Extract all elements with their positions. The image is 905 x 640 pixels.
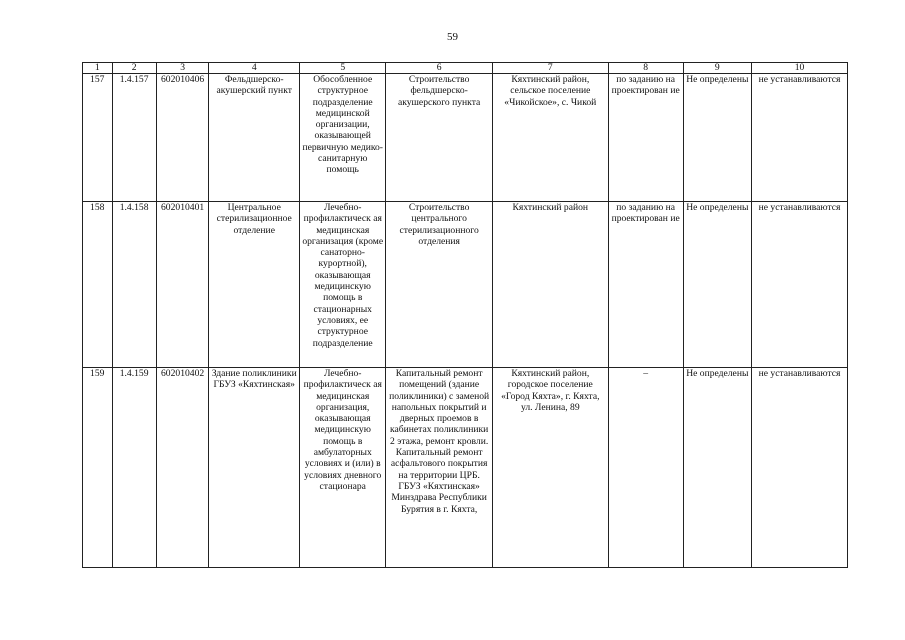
object-name: Фельдшерско-акушерский пункт bbox=[209, 74, 300, 202]
object-purpose: Строительство фельдшерско-акушерского пункта bbox=[386, 74, 492, 202]
object-zones: не устанавливаются bbox=[752, 368, 848, 568]
column-number: 2 bbox=[112, 63, 156, 74]
column-number: 1 bbox=[83, 63, 113, 74]
column-number: 9 bbox=[683, 63, 751, 74]
page-number: 59 bbox=[447, 31, 458, 43]
objects-table bbox=[82, 62, 848, 568]
object-location: Кяхтинский район, сельское поселение «Чикойское», с. Чикой bbox=[492, 74, 608, 202]
object-location: Кяхтинский район bbox=[492, 202, 608, 368]
row-code: 1.4.158 bbox=[112, 202, 156, 368]
object-zones: не устанавливаются bbox=[752, 202, 848, 368]
object-id: 602010401 bbox=[156, 202, 209, 368]
object-id: 602010406 bbox=[156, 74, 209, 202]
object-name: Центральное стерилизационное отделение bbox=[209, 202, 300, 368]
object-parameters: Не определены bbox=[683, 202, 751, 368]
object-name: Здание поликлиники ГБУЗ «Кяхтинская» bbox=[209, 368, 300, 568]
row-number: 157 bbox=[83, 74, 113, 202]
column-number: 10 bbox=[752, 63, 848, 74]
column-number: 8 bbox=[608, 63, 683, 74]
row-code: 1.4.159 bbox=[112, 368, 156, 568]
object-type: Лечебно-профилактическ ая медицинская организация, оказывающая медицинскую помощь в амбулаторных условиях и (или) в условиях дневного стационара bbox=[300, 368, 386, 568]
object-location: Кяхтинский район, городское поселение «Город Кяхта», г. Кяхта, ул. Ленина, 89 bbox=[492, 368, 608, 568]
column-number: 5 bbox=[300, 63, 386, 74]
row-number: 158 bbox=[83, 202, 113, 368]
row-number: 159 bbox=[83, 368, 113, 568]
object-parameters: Не определены bbox=[683, 74, 751, 202]
column-number-row bbox=[83, 63, 848, 74]
object-zones: не устанавливаются bbox=[752, 74, 848, 202]
table-row bbox=[83, 74, 848, 202]
object-term: по заданию на проектирован ие bbox=[608, 202, 683, 368]
object-parameters: Не определены bbox=[683, 368, 751, 568]
object-type: Обособленное структурное подразделение медицинской организации, оказывающей первичную медико-санитарную помощь bbox=[300, 74, 386, 202]
object-term: по заданию на проектирован ие bbox=[608, 74, 683, 202]
object-type: Лечебно-профилактическ ая медицинская организация (кроме санаторно-курортной), оказывающая медицинскую помощь в стационарных условиях, ее структурное подразделение bbox=[300, 202, 386, 368]
object-id: 602010402 bbox=[156, 368, 209, 568]
object-purpose: Капитальный ремонт помещений (здание поликлиники) с заменой напольных покрытий и дверных проемов в кабинетах поликлиники 2 этажа, ремонт кровли. Капитальный ремонт асфальтового покрытия на территории ЦРБ. ГБУЗ «Кяхтинская» Минздрава Республики Бурятия в г. Кяхта, bbox=[386, 368, 492, 568]
row-code: 1.4.157 bbox=[112, 74, 156, 202]
object-term: – bbox=[608, 368, 683, 568]
object-purpose: Строительство центрального стерилизационного отделения bbox=[386, 202, 492, 368]
column-number: 4 bbox=[209, 63, 300, 74]
column-number: 7 bbox=[492, 63, 608, 74]
column-number: 3 bbox=[156, 63, 209, 74]
column-number: 6 bbox=[386, 63, 492, 74]
table-row bbox=[83, 202, 848, 368]
table-row bbox=[83, 368, 848, 568]
